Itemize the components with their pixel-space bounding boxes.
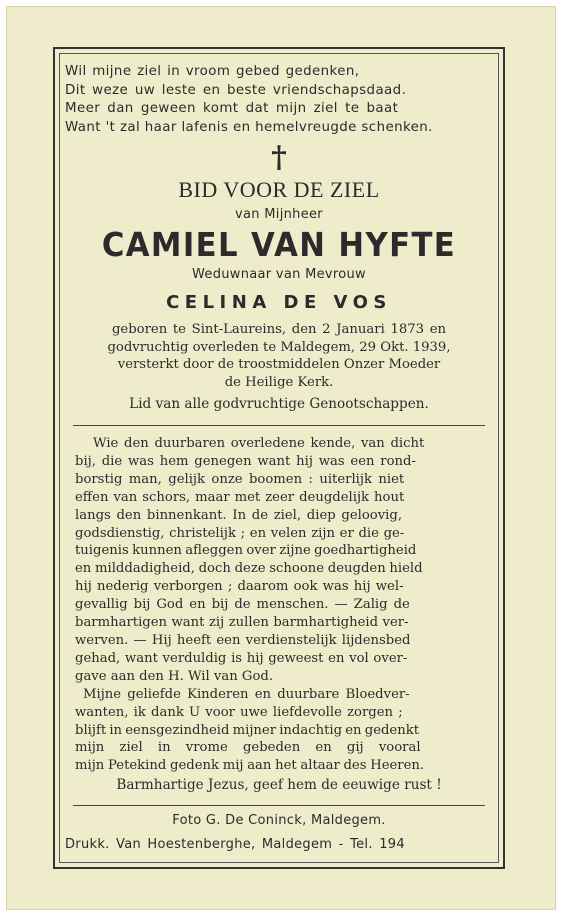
- closing-prayer: Barmhartige Jezus, geef hem de eeuwige rust !: [116, 777, 442, 793]
- eulogy-line: werven. — Hij heeft een verdienstelijk lijdensbed: [75, 632, 411, 648]
- poem-line-3: Meer dan geween komt dat mijn ziel te baat: [65, 101, 399, 116]
- eulogy-line: en milddadigheid, doch deze schoone deugden hield: [75, 561, 423, 577]
- eulogy-line: blijft in eensgezindheid mijner indachtig en gedenkt: [75, 722, 420, 738]
- memorial-poem: [65, 63, 503, 137]
- heading: BID VOOR DE ZIEL: [178, 177, 380, 202]
- poem-line-2: Dit weze uw leste en beste vriendschapsdaad.: [65, 82, 407, 98]
- birth-death-line-3: versterkt door de troostmiddelen Onzer Moeder: [117, 357, 441, 372]
- eulogy-line: langs den binnenkant. In de ziel, diep geloovig,: [75, 507, 403, 523]
- eulogy-line: Mijne geliefde Kinderen en duurbare Bloedver-: [83, 686, 410, 702]
- eulogy-line: bij, die was hem genegen want hij was een rond-: [75, 453, 416, 469]
- eulogy-line: effen van schors, maar met zeer deugdelijk hout: [75, 489, 405, 505]
- card-frame: [53, 47, 505, 869]
- birth-death-text: [65, 321, 493, 391]
- divider-top: [73, 425, 485, 426]
- cross-icon: †: [271, 140, 287, 175]
- eulogy-line: borstig man, gelijk onze boomen : uiterlijk niet: [75, 471, 405, 487]
- poem-line-4: Want 't zal haar lafenis en hemelvreugde schenken.: [65, 119, 433, 135]
- memorial-card: [6, 6, 556, 910]
- spouse-name: CELINA DE VOS: [166, 292, 392, 313]
- eulogy-line: tuigenis kunnen afleggen over zijne goedhartigheid: [75, 543, 417, 559]
- eulogy-line: mijn Petekind gedenk mij aan het altaar des Heeren.: [75, 758, 425, 774]
- eulogy-line: barmhartigen want zij zullen barmhartigheid ver-: [75, 615, 409, 631]
- eulogy-text: [75, 435, 493, 775]
- birth-death-line-2: godvruchtig overleden te Maldegem, 29 Okt. 1939,: [107, 339, 451, 355]
- eulogy-line: Wie den duurbaren overledene kende, van dicht: [93, 436, 425, 451]
- poem-line-1: Wil mijne ziel in vroom gebed gedenken,: [65, 64, 360, 79]
- birth-death-line-4: de Heilige Kerk.: [224, 374, 334, 390]
- eulogy-line: godsdienstig, christelijk ; en velen zijn er die ge-: [75, 525, 405, 541]
- photo-credit: Foto G. De Coninck, Maldegem.: [172, 813, 386, 828]
- eulogy-line: hij nederig verborgen ; daarom ook was hij wel-: [75, 579, 404, 595]
- eulogy-line: mijn ziel in vrome gebeden en gij vooral: [75, 740, 421, 756]
- eulogy-line: gevallig bij God en bij de menschen. — Zalig de: [75, 597, 410, 613]
- birth-death-line-1: geboren te Sint-Laureins, den 2 Januari 1873 en: [111, 322, 447, 337]
- printer-credit: Drukk. Van Hoestenberghe, Maldegem - Tel. 194: [65, 837, 405, 852]
- van-mijnheer-label: van Mijnheer: [235, 207, 323, 222]
- deceased-name: CAMIEL VAN HYFTE: [101, 225, 457, 264]
- member-of-text: Lid van alle godvruchtige Genootschappen.: [129, 396, 429, 412]
- divider-bottom: [73, 805, 485, 806]
- widower-of-label: Weduwnaar van Mevrouw: [192, 267, 366, 282]
- eulogy-line: gehad, want verduldig is hij geweest en vol over-: [75, 650, 408, 666]
- eulogy-line: gave aan den H. Wil van God.: [75, 668, 274, 684]
- eulogy-line: wanten, ik dank U voor uwe liefdevolle zorgen ;: [75, 704, 403, 720]
